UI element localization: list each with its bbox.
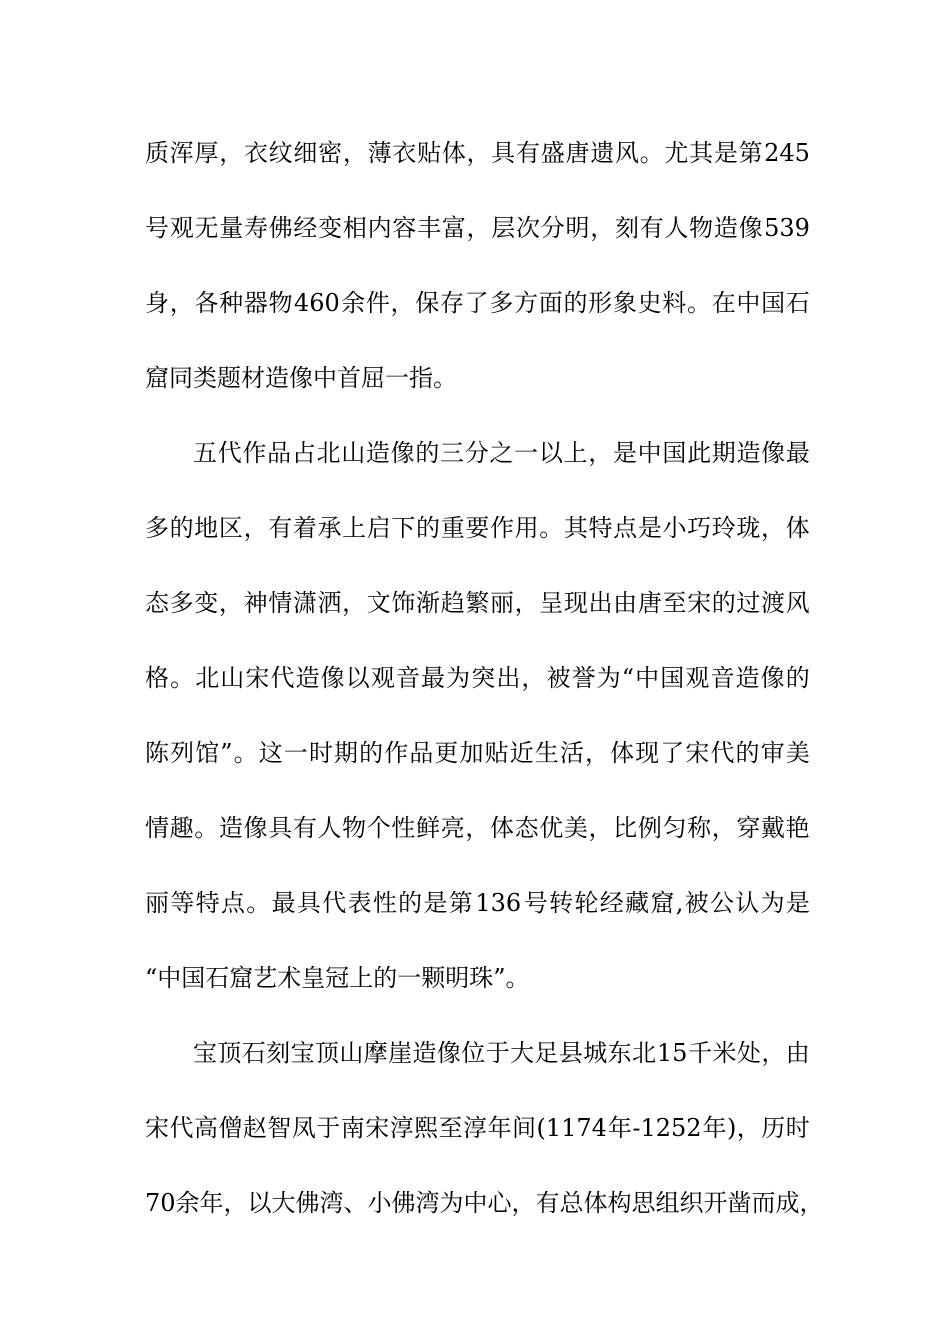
- text-line-3: 身 ， 各 种 器 物 460 余 件 ， 保 存 了 多 方 面 的 形 象 史 料 。 在 中 国 石: [145, 289, 810, 317]
- text-line-10: 情 趣 。 造 像 具 有 人 物 个 性 鲜 亮 ， 体 态 优 美 ， 比 例 匀 称 ， 穿 戴 艳: [145, 814, 810, 842]
- document-body: [145, 128, 824, 1253]
- text-line-12: “中国石窟艺术皇冠上的一颗明珠”。: [145, 964, 530, 992]
- text-line-1: 质 浑 厚 ， 衣 纹 细 密 ， 薄 衣 贴 体 ， 具 有 盛 唐 遗 风 。 尤 其 是 第 245: [145, 139, 810, 167]
- text-line-6: 多 的 地 区 ， 有 着 承 上 启 下 的 重 要 作 用 。 其 特 点 是 小 巧 玲 珑 ， 体: [145, 514, 810, 542]
- text-line-8: 格 。 北 山 宋 代 造 像 以 观 音 最 为 突 出 ， 被 誉 为 “ 中 国 观 音 造 像 的: [145, 664, 810, 692]
- text-line-14: 宋 代 高 僧 赵 智 凤 于 南 宋 淳 熙 至 淳 年 间 (1174 年 -1252 年 ) ， 历 时: [145, 1114, 810, 1142]
- text-line-11: 丽 等 特 点 。 最 具 代 表 性 的 是 第 136 号 转 轮 经 藏 窟 , 被 公 认 为 是: [145, 889, 810, 917]
- text-line-7: 态 多 变 ， 神 情 潇 洒 ， 文 饰 渐 趋 繁 丽 ， 呈 现 出 由 唐 至 宋 的 过 渡 风: [145, 589, 810, 617]
- text-line-4: 窟同类题材造像中首屈一指。: [145, 364, 457, 392]
- text-line-5: 五 代 作 品 占 北 山 造 像 的 三 分 之 一 以 上 ， 是 中 国 此 期 造 像 最: [193, 439, 810, 467]
- text-line-13: 宝 顶 石 刻 宝 顶 山 摩 崖 造 像 位 于 大 足 县 城 东 北 15 千 米 处 ， 由: [193, 1039, 810, 1067]
- text-line-15: 70 余 年 ， 以 大 佛 湾 、 小 佛 湾 为 中 心 ， 有 总 体 构 思 组 织 开 凿 而 成 ，: [145, 1189, 824, 1217]
- text-line-2: 号 观 无 量 寿 佛 经 变 相 内 容 丰 富 ， 层 次 分 明 ， 刻 有 人 物 造 像 539: [145, 214, 810, 242]
- text-line-9: 陈 列 馆 ” 。 这 一 时 期 的 作 品 更 加 贴 近 生 活 ， 体 现 了 宋 代 的 审 美: [145, 739, 810, 767]
